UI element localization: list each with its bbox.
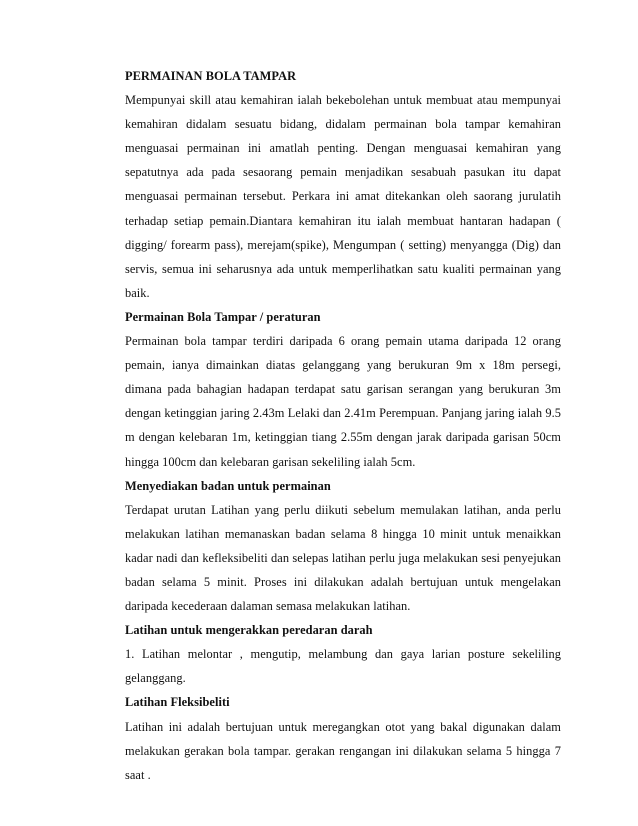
section-heading-fleksibeliti: Latihan Fleksibeliti <box>125 695 230 710</box>
paragraph-kemahiran: Mempunyai skill atau kemahiran ialah bekebolehan untuk membuat atau mempunyai kemahiran didalam sesuatu bidang, didalam permainan bola tampar kemahiran menguasai permainan ini amatlah penting. Dengan menguasai kemahiran yang sepatutnya ada pada sesaorang pemain menjadikan sesabuah pasukan itu dapat menguasai permainan tersebut. Perkara ini amat ditekankan oleh saorang jurulatih terhadap setiap pemain.Diantara kemahiran itu ialah membuat hantaran hadapan ( digging/ forearm pass), merejam(spike), Mengumpan ( setting) menyangga (Dig) dan servis, semua ini seharusnya ada untuk memperlihatkan satu kualiti permainan yang baik. <box>125 93 561 300</box>
section-heading-peredaran-darah: Latihan untuk mengerakkan peredaran darah <box>125 623 373 638</box>
paragraph-menyediakan-badan: Terdapat urutan Latihan yang perlu diikuti sebelum memulakan latihan, anda perlu melakukan latihan memanaskan badan selama 8 hingga 10 minit untuk menaikkan kadar nadi dan kefleksibeliti dan selepas latihan perlu juga melakukan sesi penyejukan badan selama 5 minit. Proses ini dilakukan adalah bertujuan untuk mengelakan daripada kecederaan dalaman semasa melakukan latihan. <box>125 502 561 614</box>
paragraph-peraturan: Permainan bola tampar terdiri daripada 6 orang pemain utama daripada 12 orang pemain, ianya dimainkan diatas gelanggang yang berukuran 9m x 18m persegi, dimana pada bahagian hadapan terdapat satu garisan serangan yang berukuran 3m dengan ketinggian jaring 2.43m Lelaki dan 2.41m Perempuan. Panjang jaring ialah 9.5 m dengan kelebaran 1m, ketinggian tiang 2.55m dengan jarak daripada garisan 50cm hingga 100cm dan kelebaran garisan sekeliling ialah 5cm. <box>125 334 561 469</box>
section-heading-permainan-bola-tampar: PERMAINAN BOLA TAMPAR <box>125 69 297 83</box>
document-body <box>125 64 561 787</box>
section-heading-menyediakan-badan: Menyediakan badan untuk permainan <box>125 478 331 493</box>
section-heading-peraturan: Permainan Bola Tampar / peraturan <box>125 309 321 324</box>
paragraph-fleksibeliti: Latihan ini adalah bertujuan untuk meregangkan otot yang bakal digunakan dalam melakukan gerakan bola tampar. gerakan rengangan ini dilakukan selama 5 hingga 7 saat . <box>125 719 561 782</box>
paragraph-peredaran-darah: 1. Latihan melontar , mengutip, melambung dan gaya larian posture sekeliling gelanggang. <box>125 647 561 686</box>
